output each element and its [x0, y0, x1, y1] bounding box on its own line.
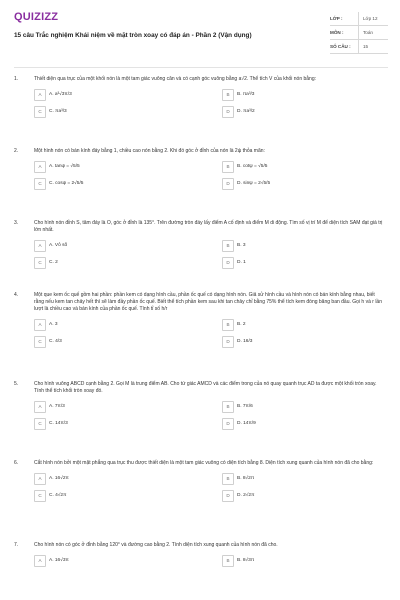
question-text: Cho hình vuông ABCD cạnh bằng 2. Gọi M là trung điểm AB. Cho tứ giác AMCD và các điểm trong của nó quay quanh trục AD ta được một khối tròn xoay. Tính thể tích khối tròn xoay đó. — [34, 381, 377, 394]
question-list — [0, 76, 400, 582]
option-c[interactable] — [34, 106, 214, 117]
option-text: D. 1 — [237, 260, 246, 265]
question-number: 5. — [14, 381, 19, 387]
option-letter-box: A — [34, 240, 46, 252]
question-5 — [14, 381, 386, 460]
answer-options — [34, 240, 386, 268]
option-d[interactable] — [222, 257, 400, 268]
option-letter-box: C — [34, 257, 46, 269]
option-c[interactable] — [34, 490, 214, 501]
option-letter-box: B — [222, 319, 234, 331]
option-text: C. 14π/3 — [49, 421, 68, 426]
answer-options — [34, 473, 386, 501]
question-number: 3. — [14, 220, 19, 226]
option-text: A. tanψ = √5/5 — [49, 164, 80, 169]
option-d[interactable] — [222, 490, 400, 501]
question-3 — [14, 220, 386, 292]
option-text: C. 2 — [49, 260, 58, 265]
question-number: 1. — [14, 76, 19, 82]
question-number: 4. — [14, 292, 19, 298]
option-letter-box: D — [222, 418, 234, 430]
meta-value: Lớp 12 — [358, 12, 388, 25]
option-text: A. Vô số — [49, 243, 68, 248]
question-4 — [14, 292, 386, 381]
question-text: Thiết diện qua trục của một khối nón là một tam giác vuông cân và có cạnh góc vuông bằng a√2. Thể tích V của khối nón bằng: — [34, 76, 316, 82]
option-text: C. 4√2π — [49, 493, 67, 498]
option-text: B. 3 — [237, 243, 246, 248]
option-text: B. cotψ = √5/5 — [237, 164, 268, 169]
answer-options — [34, 401, 386, 429]
option-d[interactable] — [222, 178, 400, 189]
option-letter-box: D — [222, 178, 234, 190]
option-letter-box: A — [34, 401, 46, 413]
question-6 — [14, 460, 386, 542]
option-letter-box: A — [34, 473, 46, 485]
question-text: Cho hình nón đỉnh S, tâm đáy là O, góc ở đỉnh là 135°. Trên đường tròn đáy lấy điểm A cố định và điểm M di động. Tìm số vị trí M để diện tích SAM đạt giá trị lớn nhất. — [34, 220, 383, 233]
option-letter-box: A — [34, 555, 46, 567]
meta-value: Toán — [358, 26, 388, 39]
option-letter-box: B — [222, 240, 234, 252]
option-b[interactable] — [222, 89, 400, 100]
question-text: Cho hình nón có góc ở đỉnh bằng 120° và đường cao bằng 2. Tính diện tích xung quanh của hình nón đã cho. — [34, 542, 278, 548]
option-text: B. 8√3π — [237, 558, 255, 563]
question-text: Cắt hình nón bởi một mặt phẳng qua trục thu được thiết diện là một tam giác vuông có diện tích bằng 8. Diện tích xung quanh của hình nón đã cho bằng: — [34, 460, 374, 466]
answer-options — [34, 555, 386, 566]
option-letter-box: B — [222, 401, 234, 413]
option-a[interactable] — [34, 555, 214, 566]
option-letter-box: C — [34, 490, 46, 502]
question-1 — [14, 76, 386, 148]
option-letter-box: C — [34, 418, 46, 430]
option-letter-box: B — [222, 161, 234, 173]
header-divider — [14, 67, 388, 68]
option-a[interactable] — [34, 89, 214, 100]
option-text: C. πa³/3 — [49, 109, 67, 114]
option-c[interactable] — [34, 178, 214, 189]
option-text: D. sinψ = 2√5/5 — [237, 181, 271, 186]
question-number: 2. — [14, 148, 19, 154]
option-b[interactable] — [222, 161, 400, 172]
option-a[interactable] — [34, 473, 214, 484]
option-text: A. 7π/3 — [49, 404, 65, 409]
option-a[interactable] — [34, 401, 214, 412]
option-letter-box: C — [34, 106, 46, 118]
document-header — [0, 0, 400, 62]
option-b[interactable] — [222, 401, 400, 412]
option-a[interactable] — [34, 319, 214, 330]
option-text: A. a³√3π/3 — [49, 92, 72, 97]
option-text: C. cosψ = 2√5/5 — [49, 181, 84, 186]
meta-row-subject — [330, 26, 388, 40]
option-letter-box: C — [34, 336, 46, 348]
option-b[interactable] — [222, 240, 400, 251]
option-a[interactable] — [34, 240, 214, 251]
answer-options — [34, 89, 386, 117]
option-d[interactable] — [222, 418, 400, 429]
option-c[interactable] — [34, 418, 214, 429]
question-number: 6. — [14, 460, 19, 466]
meta-table — [330, 12, 388, 54]
option-letter-box: D — [222, 257, 234, 269]
quizizz-logo: QUIZIZZ — [14, 11, 59, 23]
option-letter-box: A — [34, 89, 46, 101]
option-text: B. 2 — [237, 322, 246, 327]
document-title: 15 câu Trắc nghiệm Khái niệm về mặt tròn xoay có đáp án - Phần 2 (Vận dụng) — [14, 32, 252, 39]
question-text: Một hình nón có bán kính đáy bằng 1, chiều cao nón bằng 2. Khi đó góc ở đỉnh của nón là 2ψ thỏa mãn: — [34, 148, 265, 154]
option-text: A. 16√2π — [49, 476, 69, 481]
option-text: D. πa³/2 — [237, 109, 255, 114]
question-7 — [14, 542, 386, 582]
meta-label: MÔN : — [330, 30, 344, 35]
option-b[interactable] — [222, 319, 400, 330]
option-text: D. 16/3 — [237, 339, 253, 344]
option-c[interactable] — [34, 257, 214, 268]
option-letter-box: C — [34, 178, 46, 190]
question-number: 7. — [14, 542, 19, 548]
option-text: B. 8√2π — [237, 476, 255, 481]
option-text: C. 4/3 — [49, 339, 62, 344]
option-text: B. 7π/6 — [237, 404, 253, 409]
option-letter-box: D — [222, 490, 234, 502]
option-d[interactable] — [222, 336, 400, 347]
meta-row-count — [330, 40, 388, 54]
option-b[interactable] — [222, 473, 400, 484]
meta-row-class — [330, 12, 388, 26]
meta-label: LỚP : — [330, 16, 343, 21]
answer-options — [34, 319, 386, 347]
option-text: D. 2√2π — [237, 493, 255, 498]
option-letter-box: B — [222, 473, 234, 485]
option-a[interactable] — [34, 161, 214, 172]
option-text: B. πa³/3 — [237, 92, 255, 97]
meta-value: 15 — [358, 40, 388, 53]
option-b[interactable] — [222, 555, 400, 566]
option-letter-box: A — [34, 319, 46, 331]
option-d[interactable] — [222, 106, 400, 117]
option-letter-box: D — [222, 336, 234, 348]
question-text: Một que kem ốc quế gồm hai phần: phần kem có dạng hình cầu, phần ốc quế có dạng hình nón. Giả sử hình cầu và hình nón có bán kính bằng nhau, biết rằng nếu kem tan chảy hết thì sẽ làm đầy phần ốc quế. Biết thể tích phần kem sau khi tan chảy chỉ bằng 75% thể tích kem đóng băng ban đầu. Gọi h và r lần lượt là chiều cao và bán kính của phần ốc quế. Tính tỉ số h/r — [34, 292, 382, 312]
answer-options — [34, 161, 386, 189]
option-text: A. 16√3π — [49, 558, 69, 563]
option-letter-box: B — [222, 89, 234, 101]
option-letter-box: D — [222, 106, 234, 118]
option-letter-box: B — [222, 555, 234, 567]
option-text: D. 14π/9 — [237, 421, 256, 426]
option-letter-box: A — [34, 161, 46, 173]
option-text: A. 3 — [49, 322, 58, 327]
question-2 — [14, 148, 386, 220]
meta-label: SỐ CÂU : — [330, 44, 351, 49]
option-c[interactable] — [34, 336, 214, 347]
